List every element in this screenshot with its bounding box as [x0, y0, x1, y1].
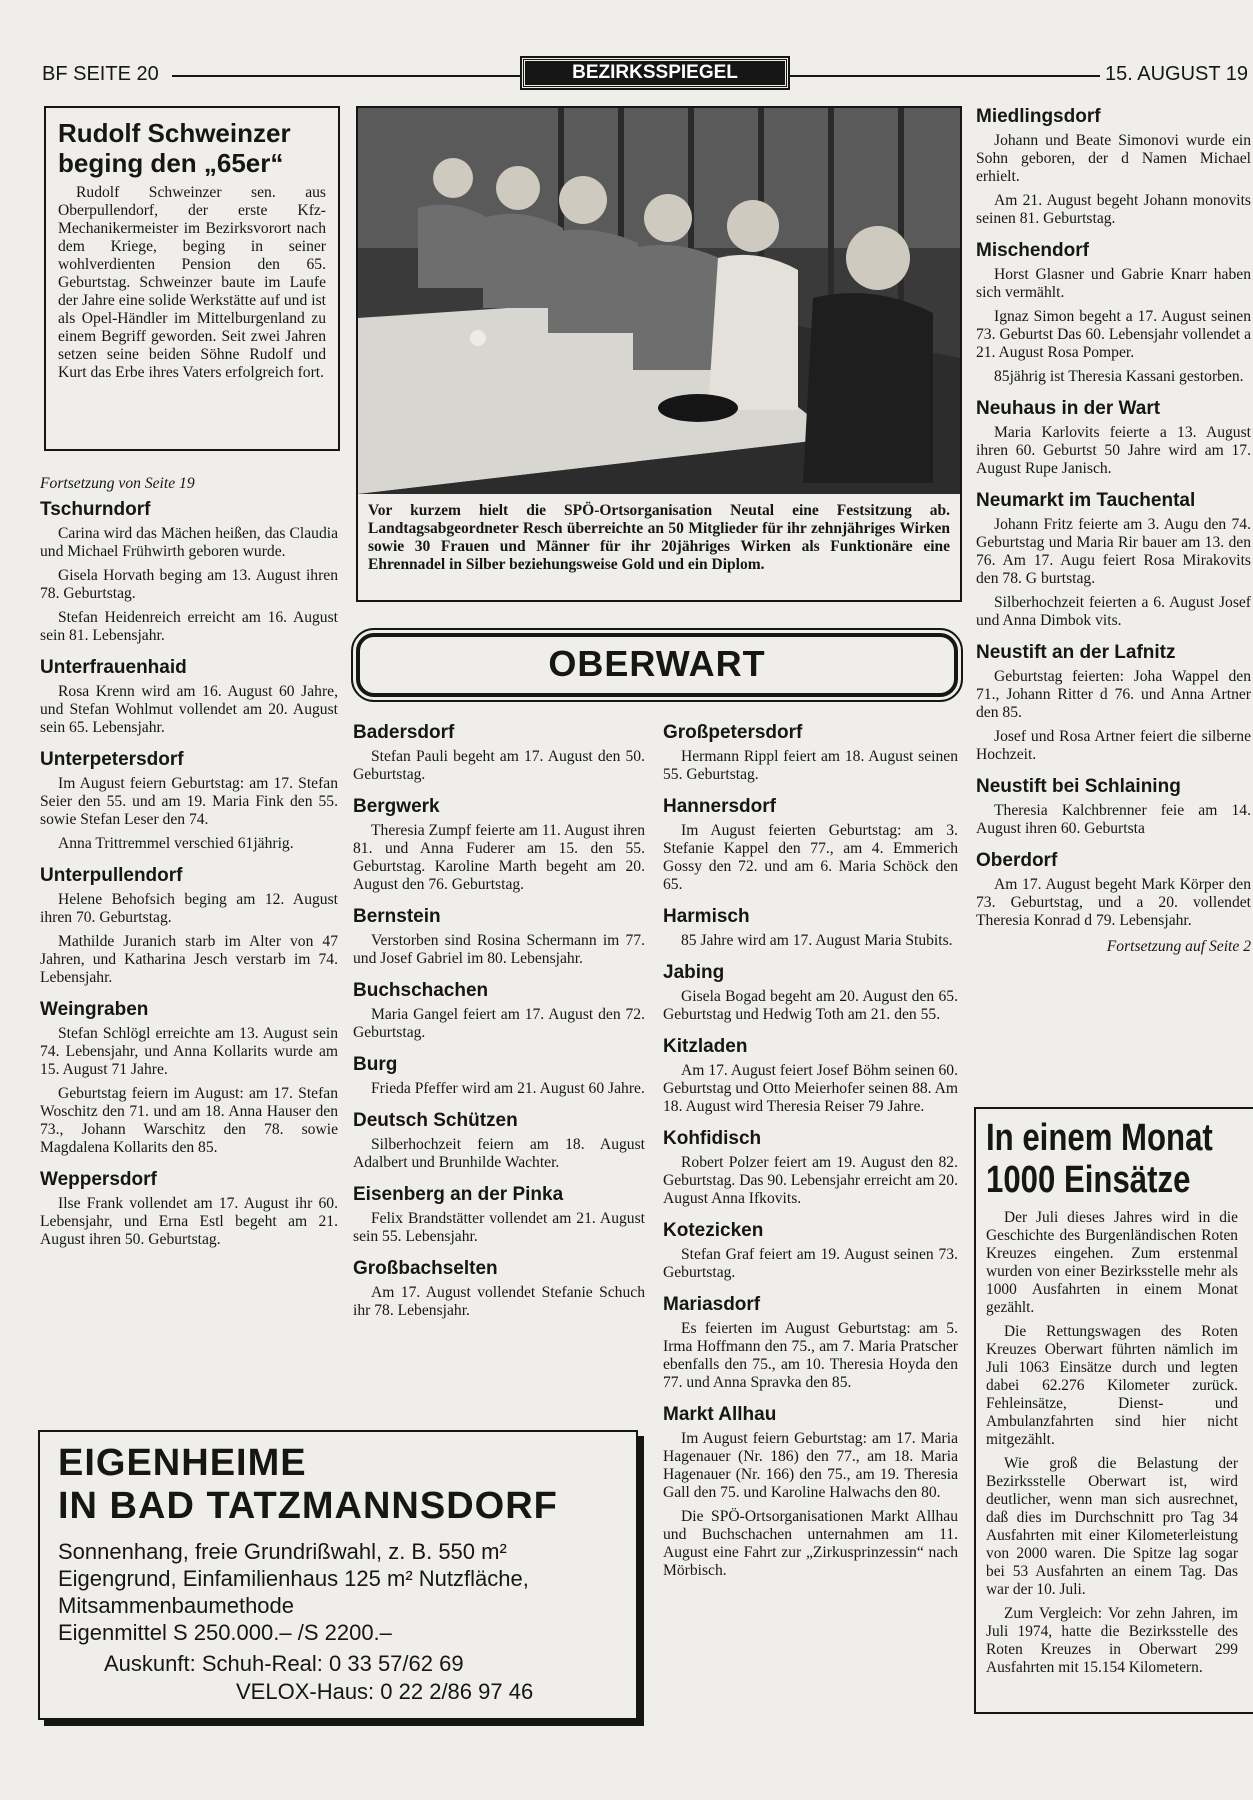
section-paragraph: Ignaz Simon begeht a 17. August seinen 73. Geburtst Das 60. Lebensjahr vollendet a 21. August Rosa Pomper. [976, 308, 1251, 361]
section-heading: Hannersdorf [663, 796, 776, 817]
column-1 [40, 475, 338, 1255]
section-heading: Neustift an der Lafnitz [976, 642, 1176, 663]
section-paragraph: Am 17. August begeht Mark Körper den 73. Geburtstag, und a 20. vollendet Theresia Konrad d 79. Lebensjahr. [976, 876, 1251, 929]
section-paragraph: Johann Fritz feierte am 3. Augu den 74. Geburtstag und Maria Rir bauer am 13. den 76. Am 17. Augu feiert Rosa Mirakovits den 78. G burtstag. [976, 516, 1251, 587]
section-heading: Kotezicken [663, 1220, 764, 1241]
section-paragraph: 85jährig ist Theresia Kassani gestorben. [994, 368, 1244, 385]
section-heading: Markt Allhau [663, 1404, 777, 1425]
section-paragraph: Im August feiern Geburtstag: am 17. Maria Hagenauer (Nr. 186) den 77., am 18. Maria Hagenauer (Nr. 166) den 75., am 19. Theresia Gall den 75. und Karoline Halwachs den 80. [663, 1430, 958, 1501]
ad-body-4: Eigenmittel S 250.000.– /S 2200.– [58, 1620, 392, 1645]
section-paragraph: Anna Trittremmel verschied 61jährig. [58, 835, 294, 852]
section-heading: Bergwerk [353, 796, 440, 817]
section-heading: Unterfrauenhaid [40, 657, 187, 678]
section-paragraph: Maria Karlovits feierte a 13. August ihren 60. Geburtst 50 Jahre wird am 17. August Rupe Janisch. [976, 424, 1251, 477]
rotes-kreuz-paragraph: Wie groß die Belastung der Bezirksstelle Oberwart ist, wird deutlicher, wenn man sich ausrechnet, daß dies im Durchschnitt pro Tag 34 Ausfahrten mit einer Kilometerleistung von 2000 waren. Die Spitze lag sogar bei 53 Ausfahrten an einem Tag. Das war der 10. Juli. [986, 1455, 1238, 1598]
section-paragraph: Maria Gangel feiert am 17. August den 72. Geburtstag. [353, 1006, 645, 1041]
schweinzer-text: Rudolf Schweinzer sen. aus Oberpullendorf, der erste Kfz-Mechanikermeister im Bezirksvorort nach dem Kriege, beging in seiner wohlverdienten Pension den 65. Geburtstag. Schweinzer baute im Laufe der Jahre eine solide Werkstätte auf und ist als Opel-Händler im Mittelburgenland zu einem Begriff geworden. Seit zwei Jahren setzen seine beiden Söhne Rudolf und Kurt das Erbe ihres Vaters erfolgreich fort. [58, 184, 326, 381]
section-paragraph: Gisela Bogad begeht am 20. August den 65. Geburtstag und Hedwig Toth am 21. den 55. [663, 988, 958, 1023]
section-paragraph: Am 17. August vollendet Stefanie Schuch ihr 78. Lebensjahr. [353, 1284, 645, 1319]
section-paragraph: Verstorben sind Rosina Schermann im 77. und Josef Gabriel im 80. Lebensjahr. [353, 932, 645, 967]
section-heading: Buchschachen [353, 980, 489, 1001]
section-heading: Bernstein [353, 906, 441, 927]
section-heading: Eisenberg an der Pinka [353, 1184, 564, 1205]
section-heading: Kitzladen [663, 1036, 748, 1057]
section-paragraph: Josef und Rosa Artner feiert die silberne Hochzeit. [976, 728, 1251, 763]
rotes-kreuz-paragraph: Der Juli dieses Jahres wird in die Geschichte des Burgenländischen Roten Kreuzes eingehen. Zum erstenmal wurden von einer Bezirksstelle mehr als 1000 Ausfahrten in einem Monat gezählt. [986, 1209, 1238, 1316]
schweinzer-title: Rudolf Schweinzer beging den „65er“ [58, 118, 291, 178]
section-paragraph: Stefan Schlögl erreichte am 13. August sein 74. Lebensjahr, und Anna Kollarits wurde am 15. August 71 Jahre. [40, 1025, 338, 1078]
section-paragraph: 85 Jahre wird am 17. August Maria Stubits. [681, 932, 953, 949]
section-paragraph: Hermann Rippl feiert am 18. August seinen 55. Geburtstag. [663, 748, 958, 783]
section-heading: Unterpetersdorf [40, 749, 184, 770]
header-rule-right [790, 75, 1100, 77]
section-paragraph: Robert Polzer feiert am 19. August den 82. Geburtstag. Das 90. Lebensjahr erreicht am 20. August Anna Ifkovits. [663, 1154, 958, 1207]
section-paragraph: Carina wird das Mächen heißen, das Claudia und Michael Frühwirth geboren wurde. [40, 525, 338, 560]
section-paragraph: Theresia Zumpf feierte am 11. August ihren 81. und Anna Fuderer am 15. den 55. Geburtstag. Karoline Marth begeht am 20. August den 76. Geburtstag. [353, 822, 645, 893]
section-paragraph: Es feierten im August Geburtstag: am 5. Irma Hoffmann den 75., am 7. Maria Pratscher ebenfalls den 75., am 10. Theresia Hoyda den 77. und Anna Spravka den 85. [663, 1320, 958, 1391]
section-heading: Tschurndorf [40, 499, 151, 520]
column-4 [976, 106, 1251, 962]
section-paragraph: Theresia Kalchbrenner feie am 14. August ihren 60. Geburtsta [976, 802, 1251, 837]
ad-body-2: Eigengrund, Einfamilienhaus 125 m² Nutzfläche, [58, 1566, 529, 1591]
section-heading: Großpetersdorf [663, 722, 803, 743]
section-heading: Burg [353, 1054, 398, 1075]
section-paragraph: Horst Glasner und Gabrie Knarr haben sich vermählt. [976, 266, 1251, 301]
section-paragraph: Gisela Horvath beging am 13. August ihren 78. Geburtstag. [40, 567, 338, 602]
section-heading: Harmisch [663, 906, 750, 927]
section-heading: Oberdorf [976, 850, 1058, 871]
section-heading: Deutsch Schützen [353, 1110, 518, 1131]
section-heading: Kohfidisch [663, 1128, 762, 1149]
section-paragraph: Die SPÖ-Ortsorganisationen Markt Allhau und Buchschachen unternahmen am 11. August eine Fahrt zur „Zirkusprinzessin“ nach Mörbisch. [663, 1508, 958, 1579]
section-heading: Neustift bei Schlaining [976, 776, 1181, 797]
photo-caption: Vor kurzem hielt die SPÖ-Ortsorganisation Neutal eine Festsitzung ab. Landtagsabgeordneter Resch überreichte an 50 Mitglieder für ihr zehnjähriges Wirken sowie 30 Frauen und Männer für ihr 20jähriges Wirken als Funktionäre eine Ehrennadel in Silber beziehungsweise Gold und ein Diplom. [368, 502, 950, 573]
schweinzer-box [44, 106, 340, 451]
section-heading: Badersdorf [353, 722, 455, 743]
ad-body-3: Mitsammenbaumethode [58, 1593, 295, 1618]
oberwart-banner: OBERWART [356, 633, 958, 697]
section-paragraph: Geburtstag feiern im August: am 17. Stefan Woschitz den 71. und am 18. Anna Hauser den 73., Johann Warschitz den 78. sowie Magdalena Kollarits den 85. [40, 1085, 338, 1156]
section-heading: Miedlingsdorf [976, 106, 1101, 127]
section-heading: Mariasdorf [663, 1294, 761, 1315]
header-rule-left [172, 75, 522, 77]
ad-body-1: Sonnenhang, freie Grundrißwahl, z. B. 550 m² [58, 1539, 507, 1564]
ad-contact-1: Schuh-Real: 0 33 57/62 69 [201, 1651, 464, 1676]
section-heading: Neumarkt im Tauchental [976, 490, 1196, 511]
ad-title-line1: EIGENHEIME [58, 1442, 307, 1484]
fortsetzung-von: Fortsetzung von Seite 19 [40, 475, 195, 492]
section-paragraph: Silberhochzeit feierten a 6. August Josef und Anna Dimbok vits. [976, 594, 1251, 629]
section-heading: Jabing [663, 962, 725, 983]
page-number: BF SEITE 20 [42, 63, 159, 85]
column-2 [353, 722, 645, 1326]
section-paragraph: Rosa Krenn wird am 16. August 60 Jahre, und Stefan Wohlmut vollendet am 20. August sein 65. Lebensjahr. [40, 683, 338, 736]
photo-box [356, 106, 962, 602]
section-heading: Weppersdorf [40, 1169, 157, 1190]
section-paragraph: Stefan Heidenreich erreicht am 16. August sein 81. Lebensjahr. [40, 609, 338, 644]
section-heading: Mischendorf [976, 240, 1089, 261]
section-paragraph: Im August feierten Geburtstag: am 3. Stefanie Kappel den 77., am 4. Emmerich Gossy den 72. und am 6. Maria Schöck den 65. [663, 822, 958, 893]
section-paragraph: Felix Brandstätter vollendet am 21. August sein 55. Lebensjahr. [353, 1210, 645, 1245]
rotes-kreuz-box [974, 1107, 1253, 1714]
section-paragraph: Frieda Pfeffer wird am 21. August 60 Jahre. [371, 1080, 645, 1097]
section-heading: Unterpullendorf [40, 865, 183, 886]
ad-box [38, 1430, 638, 1720]
rotes-kreuz-paragraph: Die Rettungswagen des Roten Kreuzes Oberwart führten nämlich im Juli 1063 Einsätze durch und legten dabei 62.276 Kilometer zurück. Fehleinsätze, Dienst- und Ambulanzfahrten sind hier nicht mitgezählt. [986, 1323, 1238, 1448]
column-3 [663, 722, 958, 1586]
fortsetzung-auf: Fortsetzung auf Seite 2 [1106, 938, 1251, 955]
section-paragraph: Helene Behofsich beging am 12. August ihren 70. Geburtstag. [40, 891, 338, 926]
section-paragraph: Am 21. August begeht Johann monovits seinen 81. Geburtstag. [976, 192, 1251, 227]
section-paragraph: Johann und Beate Simonovi wurde ein Sohn geboren, der d Namen Michael erhielt. [976, 132, 1251, 185]
ad-contact-label: Auskunft: [104, 1651, 196, 1676]
section-heading: Neuhaus in der Wart [976, 398, 1161, 419]
section-paragraph: Stefan Pauli begeht am 17. August den 50. Geburtstag. [353, 748, 645, 783]
rotes-kreuz-title: In einem Monat 1000 Einsätze [986, 1117, 1213, 1201]
section-paragraph: Am 17. August feiert Josef Böhm seinen 60. Geburtstag und Otto Meierhofer seinen 88. Am 18. August wird Theresia Reiser 79 Jahre. [663, 1062, 958, 1115]
rotes-kreuz-paragraph: Zum Vergleich: Vor zehn Jahren, im Juli 1974, hatte die Bezirksstelle des Roten Kreuzes in Oberwart 299 Ausfahrten mit 15.154 Kilometern. [986, 1605, 1238, 1676]
section-heading: Weingraben [40, 999, 149, 1020]
section-heading: Großbachselten [353, 1258, 498, 1279]
section-paragraph: Mathilde Juranich starb im Alter von 47 Jahren, und Katharina Jesch verstarb im 74. Lebensjahr. [40, 933, 338, 986]
section-paragraph: Ilse Frank vollendet am 17. August ihr 60. Lebensjahr, und Erna Estl begeht am 21. August ihren 50. Geburtstag. [40, 1195, 338, 1248]
section-paragraph: Geburtstag feierten: Joha Wappel den 71., Johann Ritter d 76. und Anna Artner den 85. [976, 668, 1251, 721]
section-paragraph: Silberhochzeit feiern am 18. August Adalbert und Brunhilde Wachter. [353, 1136, 645, 1171]
section-badge: BEZIRKSSPIEGEL [522, 58, 788, 88]
section-paragraph: Stefan Graf feiert am 19. August seinen 73. Geburtstag. [663, 1246, 958, 1281]
issue-date: 15. AUGUST 19 [1105, 63, 1249, 85]
section-paragraph: Im August feiern Geburtstag: am 17. Stefan Seier den 55. und am 19. Maria Fink den 55. sowie Stefan Leser den 74. [40, 775, 338, 828]
ad-contact-2: VELOX-Haus: 0 22 2/86 97 46 [236, 1679, 534, 1704]
ad-title-line2: IN BAD TATZMANNSDORF [58, 1485, 558, 1527]
group-photo [358, 108, 960, 494]
